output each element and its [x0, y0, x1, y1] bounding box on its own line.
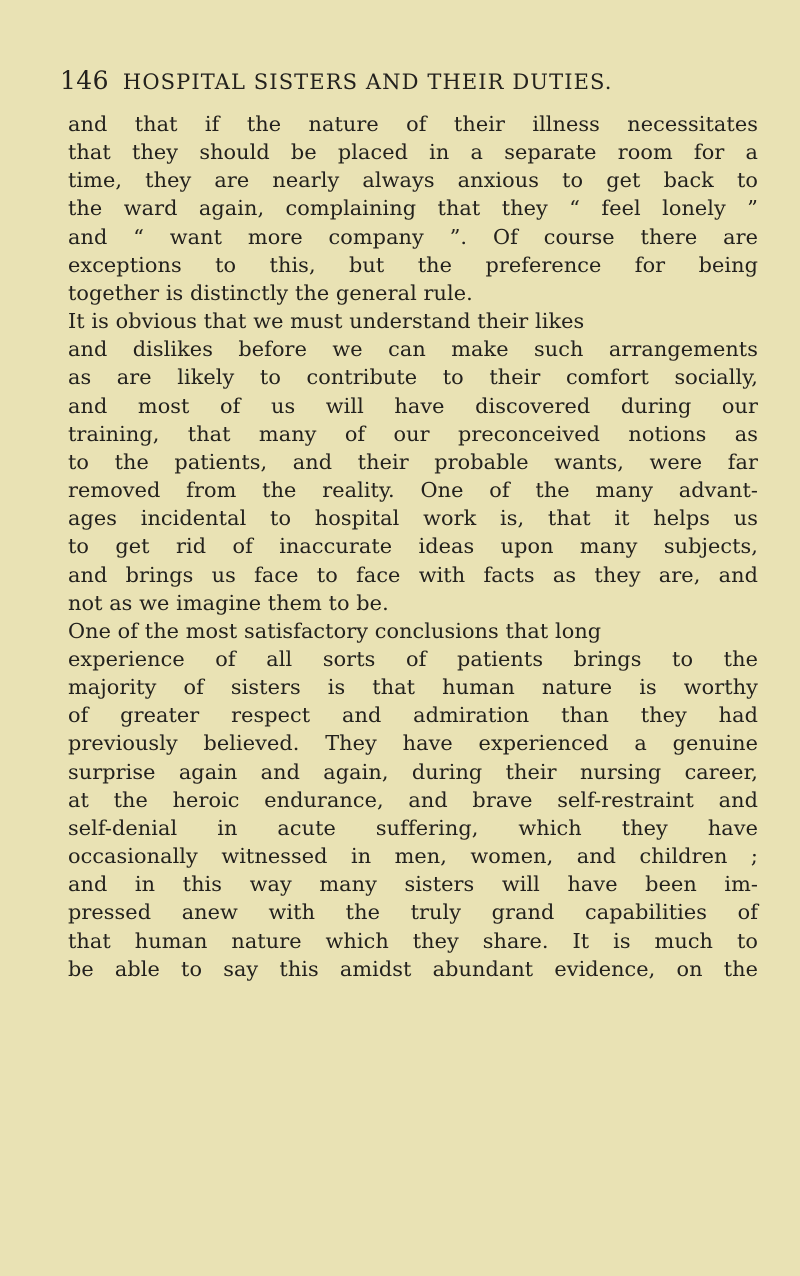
text-line: and that if the nature of their illness necessitates — [68, 112, 758, 136]
text-line: be able to say this amidst abundant evidence, on the — [68, 956, 758, 981]
running-head — [60, 68, 752, 110]
text-line: at the heroic endurance, and brave self-restraint and — [68, 787, 758, 812]
text-line: removed from the reality. One of the many advant- — [68, 478, 758, 503]
text-line: training, that many of our preconceived notions as — [68, 421, 758, 446]
text-line: and “ want more company ”. Of course there are — [68, 224, 758, 249]
text-line: the ward again, complaining that they “ feel lonely ” — [68, 196, 758, 221]
text-line: and brings us face to face with facts as they are, and — [68, 562, 758, 587]
text-line: ages incidental to hospital work is, that it helps us — [68, 506, 758, 531]
text-line: experience of all sorts of patients brings to the — [68, 646, 758, 671]
text-line: of greater respect and admiration than they had — [68, 703, 758, 728]
text-line: self-denial in acute suffering, which they have — [68, 815, 758, 840]
text-line: as are likely to contribute to their comfort socially, — [68, 365, 758, 390]
text-line: previously believed. They have experienced a genuine — [68, 731, 758, 756]
paragraph-start-line: It is obvious that we must understand their likes — [68, 309, 585, 334]
text-line: pressed anew with the truly grand capabilities of — [68, 900, 758, 925]
running-title: HOSPITAL SISTERS AND THEIR DUTIES. — [122, 70, 613, 94]
text-line: exceptions to this, but the preference for being — [68, 252, 758, 277]
page-number: 146 — [60, 66, 109, 95]
text-line: occasionally witnessed in men, women, and children ; — [68, 844, 758, 869]
text-line: majority of sisters is that human nature is worthy — [68, 675, 758, 700]
text-line: time, they are nearly always anxious to get back to — [68, 168, 758, 193]
text-line: surprise again and again, during their nursing career, — [68, 759, 758, 784]
text-line: to the patients, and their probable wants, were far — [68, 449, 758, 474]
text-line: and dislikes before we can make such arrangements — [68, 337, 758, 362]
text-line: not as we imagine them to be. — [68, 590, 389, 615]
body-text — [68, 110, 758, 983]
text-line: that human nature which they share. It is much to — [68, 928, 758, 953]
text-line: together is distinctly the general rule. — [68, 280, 473, 305]
text-line: that they should be placed in a separate room for a — [68, 140, 758, 165]
text-line: and in this way many sisters will have been im- — [68, 872, 758, 897]
paragraph-start-line: One of the most satisfactory conclusions that long — [68, 618, 602, 643]
text-line: and most of us will have discovered during our — [68, 393, 758, 418]
text-line: to get rid of inaccurate ideas upon many subjects, — [68, 534, 758, 559]
